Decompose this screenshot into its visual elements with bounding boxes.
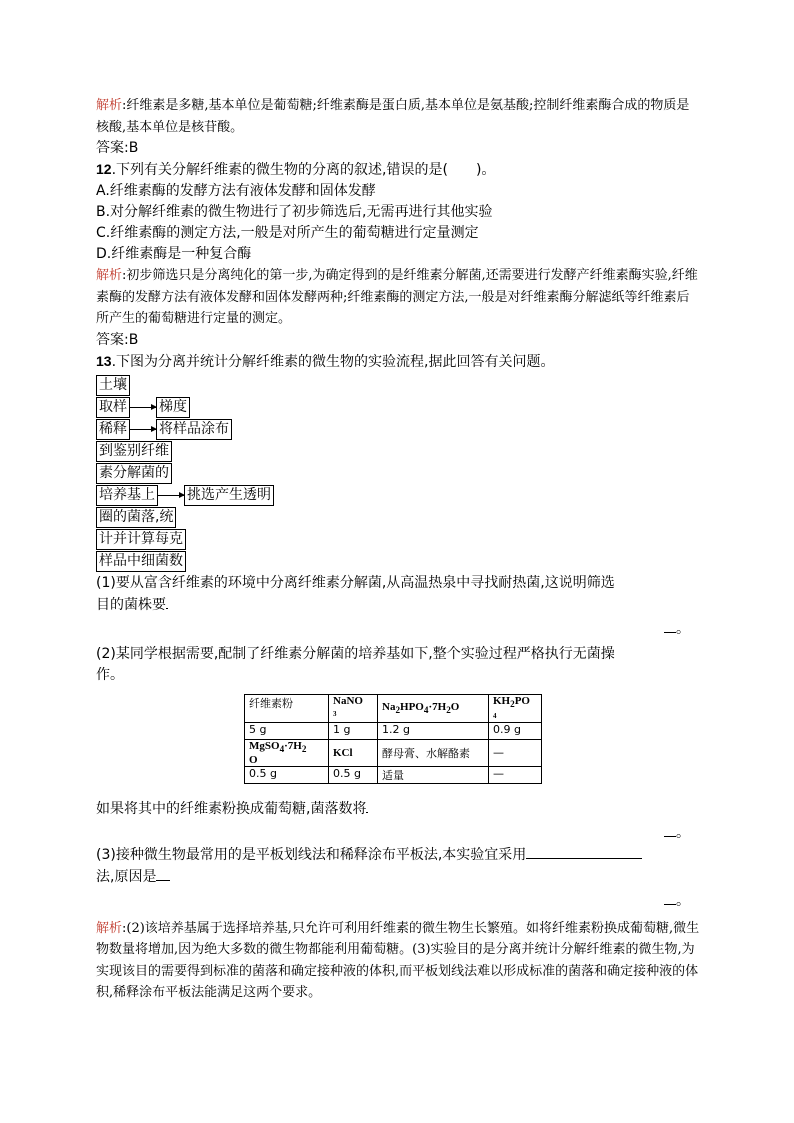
cell-text: Na [382, 700, 396, 713]
arrow-icon [158, 495, 184, 496]
answer-blank[interactable] [664, 618, 676, 633]
table-cell: 1.2 g [378, 722, 489, 739]
table-cell [245, 739, 329, 766]
table-cell: 酵母膏、水解酪素 [378, 739, 489, 766]
q13-part2-text: 如果将其中的纤维素粉换成葡萄糖,菌落数将 [96, 800, 367, 817]
q13-part2-question [96, 798, 700, 820]
cell-sub: 2 [301, 743, 307, 754]
table-cell [245, 694, 329, 722]
answer-blank[interactable] [366, 798, 368, 813]
flow-box-gradient: 梯度 [156, 397, 190, 418]
q12-option-d: D.纤维素酶是一种复合酶 [96, 246, 252, 262]
cell-text: 纤维素粉 [249, 696, 293, 710]
answer-blank[interactable] [166, 594, 168, 609]
q13-stem [96, 351, 700, 373]
cell-text: PO [514, 694, 530, 707]
q13-part2-line1: (2)某同学根据需要,配制了纤维素分解菌的培养基如下,整个实验过程严格执行无菌操 [96, 645, 615, 662]
table-row [245, 722, 542, 739]
table-cell: 0.5 g [245, 766, 329, 783]
q13-part1-line1: (1)要从富含纤维素的环境中分离纤维素分解菌,从高温热泉中寻找耐热菌,这说明筛选 [96, 574, 615, 591]
question-stem: .下图为分离并统计分解纤维素的微生物的实验流程,据此回答有关问题。 [111, 353, 555, 370]
cell-text: ·7H [284, 739, 302, 752]
table-cell [378, 694, 489, 722]
table-cell [489, 694, 542, 722]
table-cell: KCl [329, 739, 378, 766]
table-cell: 5 g [245, 722, 329, 739]
q13-part3-end [96, 890, 700, 912]
flow-box-spread: 将样品涂布 [156, 419, 232, 440]
table-row [245, 766, 542, 783]
table-cell: 0.9 g [489, 722, 542, 739]
q13-part1-end [96, 618, 700, 640]
q13-part3-text2: 法,原因是 [96, 868, 157, 885]
q13-part1-text: 目的菌株要 [96, 596, 166, 613]
flow-box-select-2: 圈的菌落,统 [96, 507, 176, 528]
q12-option-b: B.对分解纤维素的微生物进行了初步筛选后,无需再进行其他实验 [96, 204, 493, 220]
flow-box-select-1: 挑选产生透明 [184, 485, 274, 506]
analysis-label: 解析 [96, 98, 123, 113]
answer-blank[interactable] [664, 822, 676, 837]
cell-text: NaNO [333, 694, 363, 707]
q11-analysis [96, 95, 700, 138]
q13-part3-text: (3)接种微生物最常用的是平板划线法和稀释涂布平板法,本实验宜采用 [96, 846, 527, 863]
q13-part1-line2 [96, 594, 700, 616]
flow-box-select-3: 计并计算每克 [96, 529, 186, 550]
end-mark: 。 [676, 824, 690, 841]
table-cell [329, 694, 378, 722]
end-mark: 。 [676, 620, 690, 637]
q13-analysis [96, 918, 700, 1004]
analysis-text: :纤维素是多糖,基本单位是葡萄糖;纤维素酶是蛋白质,基本单位是氨基酸;控制纤维素酶合成的物质是核酸,基本单位是核苷酸。 [96, 98, 690, 135]
q12-analysis [96, 265, 700, 330]
cell-text: KH [493, 694, 511, 707]
flow-box-soil: 土壤 [96, 375, 130, 396]
cell-text: HPO [400, 700, 424, 713]
q12-answer: 答案:B [96, 331, 139, 348]
analysis-text: :初步筛选只是分离纯化的第一步,为确定得到的是纤维素分解菌,还需要进行发酵产纤维素酶实验,纤维素酶的发酵方法有液体发酵和固体发酵两种;纤维素酶的测定方法,一般是对纤维素酶分解滤纸等纤维素后所产生的葡萄糖进行定量的测定。 [96, 268, 698, 326]
question-number: 12 [96, 161, 112, 177]
answer-blank[interactable] [664, 890, 676, 905]
table-cell: — [489, 739, 542, 766]
table-cell: 1 g [329, 722, 378, 739]
cell-sub: 2 [510, 698, 515, 709]
analysis-label: 解析 [96, 268, 123, 283]
flow-box-select-4: 样品中细菌数 [96, 551, 186, 572]
answer-blank[interactable] [526, 844, 642, 859]
table-cell: 0.5 g [329, 766, 378, 783]
flow-diagram [96, 375, 700, 573]
analysis-label: 解析 [96, 920, 123, 936]
flow-box-sampling: 取样 [96, 397, 130, 418]
table-row [245, 694, 542, 722]
analysis-text: :(2)该培养基属于选择培养基,只允许可利用纤维素的微生物生长繁殖。如将纤维素粉换成葡萄糖,微生物数量将增加,因为绝大多数的微生物都能利用葡萄糖。(3)实验目的是分离并统计分解纤维素的微生物,为实现该目的需要得到标准的菌落和确定接种液的体积,而平板划线法难以形成标准的菌落和确定接种液的体积,稀释涂布平板法能满足这两个要求。 [96, 920, 700, 1001]
arrow-icon [130, 407, 156, 408]
cell-sub: 4 [493, 711, 497, 720]
flow-box-medium-3: 培养基上 [96, 485, 158, 506]
q13-part3-line1 [96, 844, 700, 866]
q12-stem [96, 159, 700, 181]
flow-box-medium-1: 到鉴别纤维 [96, 441, 172, 462]
table-cell: 适量 [378, 766, 489, 783]
cell-text: O [450, 700, 460, 713]
question-number: 13 [96, 352, 112, 369]
answer-blank[interactable] [156, 866, 170, 881]
cell-sub: 4 [423, 705, 429, 716]
cell-sub: 4 [279, 743, 285, 754]
end-mark: 。 [676, 892, 690, 909]
cell-sub: 3 [333, 709, 337, 718]
arrow-icon [130, 429, 156, 430]
table-row [245, 739, 542, 766]
cell-text: MgSO [249, 739, 280, 752]
medium-table [244, 694, 542, 784]
cell-sub: 2 [395, 705, 401, 716]
q11-answer: 答案:B [96, 140, 139, 156]
q13-part2-line2: 作。 [96, 666, 124, 683]
worksheet-content [96, 95, 700, 1004]
q13-part2-end [96, 822, 700, 844]
cell-text: O [249, 753, 258, 766]
question-stem: .下列有关分解纤维素的微生物的分离的叙述,错误的是( )。 [111, 162, 496, 178]
cell-sub: 2 [446, 705, 451, 716]
table-cell: — [489, 766, 542, 783]
q12-option-a: A.纤维素酶的发酵方法有液体发酵和固体发酵 [96, 183, 376, 199]
cell-text: ·7H [428, 700, 447, 713]
flow-box-medium-2: 素分解菌的 [96, 463, 172, 484]
q13-part3-line2 [96, 866, 700, 888]
q12-option-c: C.纤维素酶的测定方法,一般是对所产生的葡萄糖进行定量测定 [96, 225, 479, 241]
flow-box-dilution: 稀释 [96, 419, 130, 440]
